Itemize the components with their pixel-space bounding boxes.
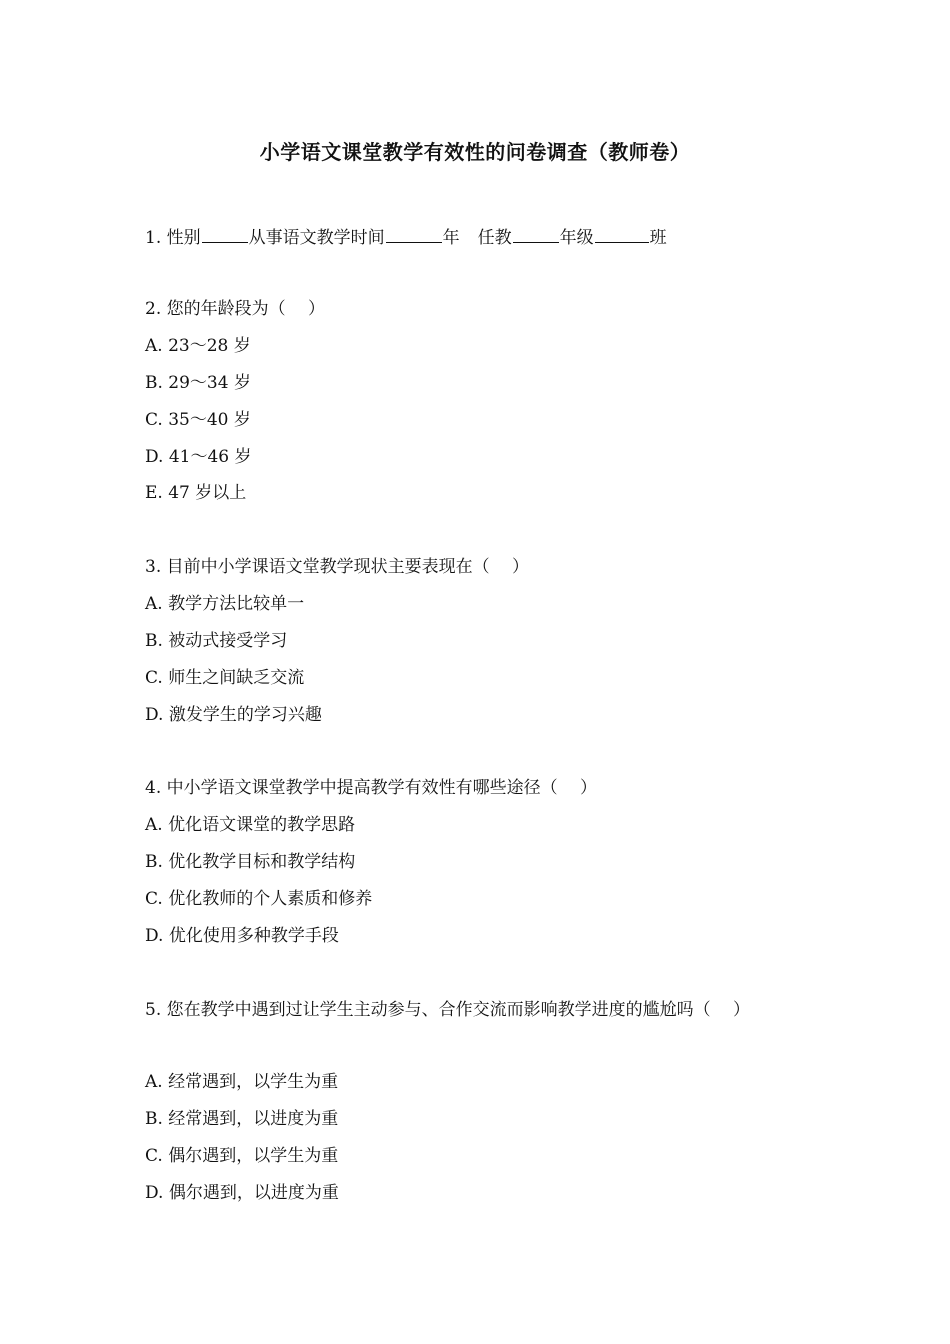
page-title: 小学语文课堂教学有效性的问卷调查（教师卷） bbox=[259, 140, 691, 164]
year-unit: 年 bbox=[442, 228, 460, 248]
question-4: 4. 中小学语文课堂教学中提高教学有效性有哪些途径（ ） bbox=[145, 778, 598, 798]
q2-option-a: A. 23～28 岁 bbox=[145, 336, 251, 356]
q2-option-d: D. 41～46 岁 bbox=[145, 447, 252, 467]
q4-option-b: B. 优化教学目标和教学结构 bbox=[145, 852, 356, 872]
class-blank[interactable] bbox=[595, 224, 649, 243]
q4-option-d: D. 优化使用多种教学手段 bbox=[145, 926, 339, 946]
q4-option-a: A. 优化语文课堂的教学思路 bbox=[145, 815, 356, 835]
q5-option-d: D. 偶尔遇到，以进度为重 bbox=[145, 1183, 339, 1203]
q3-option-b: B. 被动式接受学习 bbox=[145, 631, 288, 651]
question-5: 5. 您在教学中遇到过让学生主动参与、合作交流而影响教学进度的尴尬吗（ ） bbox=[145, 1000, 751, 1020]
teaching-years-blank[interactable] bbox=[386, 224, 442, 243]
question-2: 2. 您的年龄段为（ ） bbox=[145, 299, 326, 319]
grade-blank[interactable] bbox=[513, 224, 559, 243]
q5-option-a: A. 经常遇到，以学生为重 bbox=[145, 1072, 339, 1092]
class-unit: 班 bbox=[649, 228, 667, 248]
q4-option-c: C. 优化教师的个人素质和修养 bbox=[145, 889, 373, 909]
q2-option-c: C. 35～40 岁 bbox=[145, 410, 251, 430]
q5-option-b: B. 经常遇到，以进度为重 bbox=[145, 1109, 339, 1129]
q5-option-c: C. 偶尔遇到，以学生为重 bbox=[145, 1146, 339, 1166]
teach-label: 任教 bbox=[477, 228, 512, 248]
question-1-number: 1. bbox=[145, 228, 162, 248]
q3-option-c: C. 师生之间缺乏交流 bbox=[145, 668, 305, 688]
gender-label: 性别 bbox=[166, 228, 201, 248]
grade-unit: 年级 bbox=[559, 228, 594, 248]
question-3: 3. 目前中小学课语文堂教学现状主要表现在（ ） bbox=[145, 557, 530, 577]
q2-option-e: E. 47 岁以上 bbox=[145, 483, 247, 503]
q3-option-a: A. 教学方法比较单一 bbox=[145, 594, 305, 614]
question-1 bbox=[145, 224, 667, 250]
teaching-years-label: 从事语文教学时间 bbox=[248, 228, 385, 248]
gender-blank[interactable] bbox=[202, 224, 248, 243]
q3-option-d: D. 激发学生的学习兴趣 bbox=[145, 705, 322, 725]
q2-option-b: B. 29～34 岁 bbox=[145, 373, 251, 393]
